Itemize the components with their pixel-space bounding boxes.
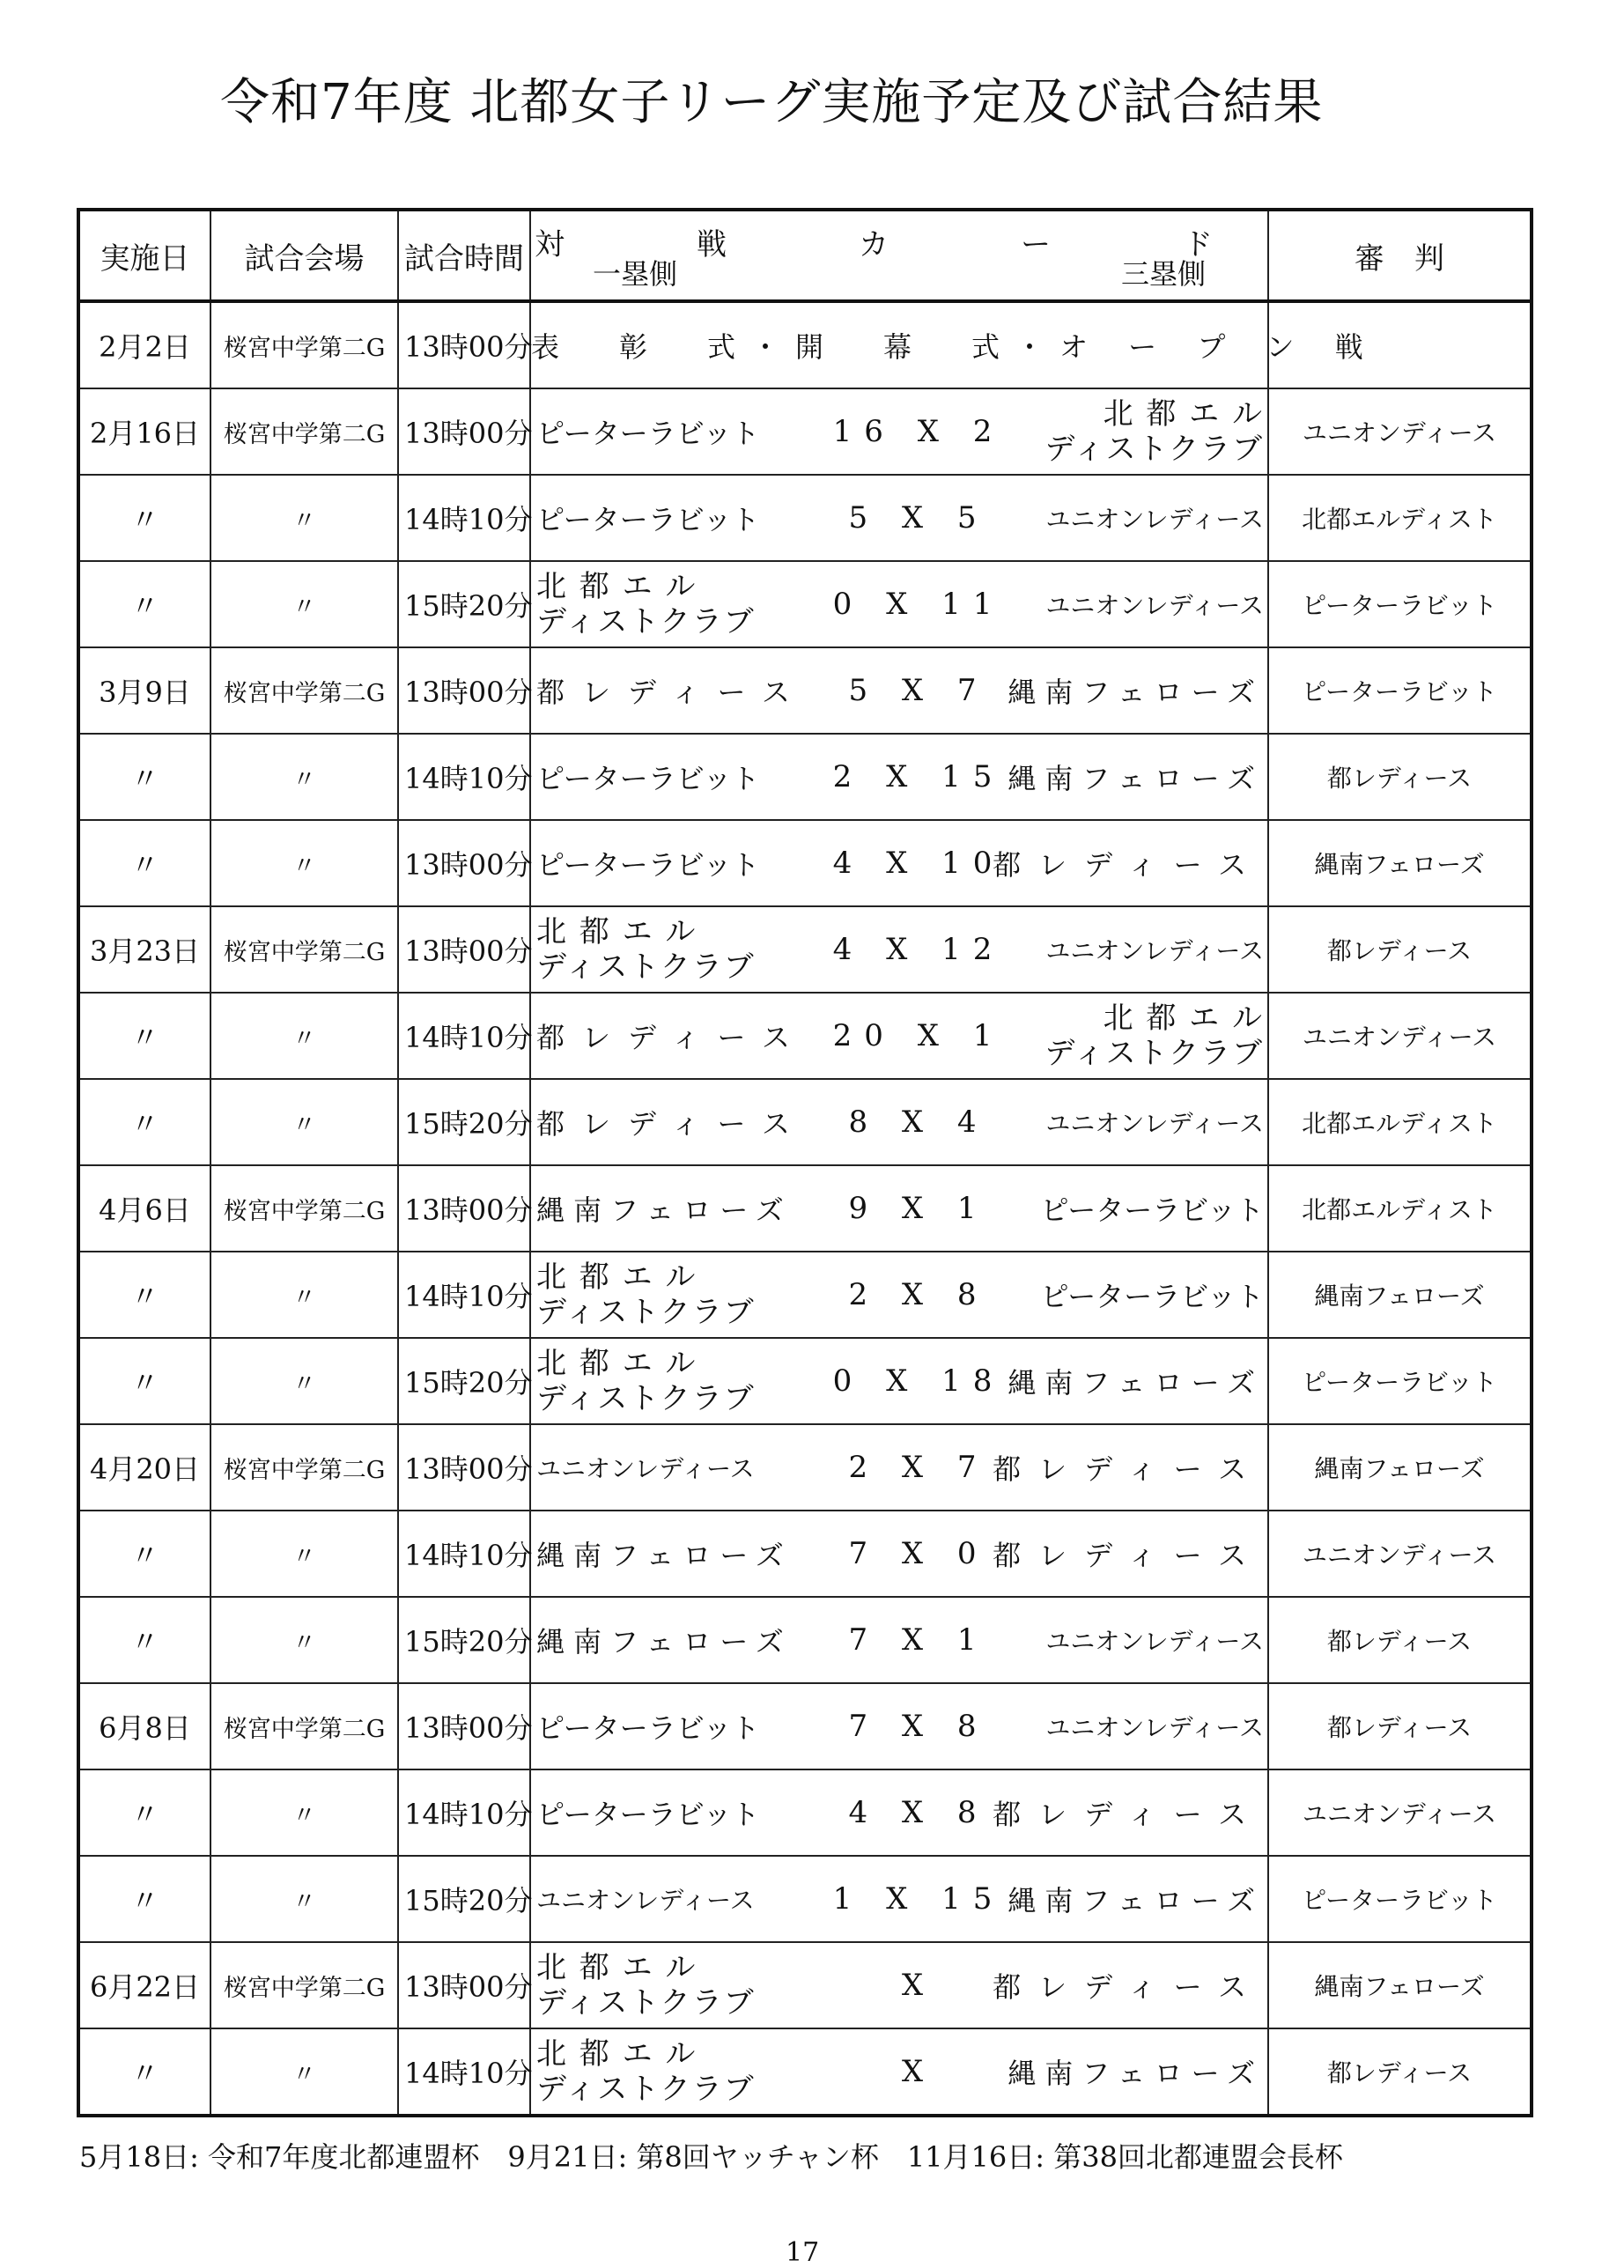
time-cell: 13時00分 (398, 1424, 530, 1511)
time-cell: 13時00分 (398, 1942, 530, 2028)
venue-cell: 〃 (210, 993, 398, 1079)
time-cell: 14時10分 (398, 993, 530, 1079)
team-name-line: 縄南フェローズ (1008, 1884, 1264, 1917)
team-name-line: ディストクラブ (536, 2072, 756, 2107)
home-team (536, 907, 801, 992)
venue-cell: 桜宮中学第二G (210, 301, 398, 388)
date-cell: 〃 (78, 1252, 210, 1338)
home-team (536, 821, 801, 905)
match-card-cell (530, 1079, 1268, 1165)
header-referee: 審 判 (1268, 210, 1532, 301)
score: 9 X 1 (848, 1191, 989, 1226)
date-cell: 〃 (78, 475, 210, 561)
match-card-cell (530, 734, 1268, 820)
team-name-line: ディストクラブ (536, 1985, 756, 2021)
match-card-cell (530, 1165, 1268, 1252)
table-row (78, 993, 1532, 1079)
time-cell: 14時10分 (398, 475, 530, 561)
table-row (78, 1079, 1532, 1165)
team-name-line: ユニオンレディース (1045, 1713, 1264, 1742)
match-card-cell (530, 647, 1268, 734)
away-team (1000, 1598, 1264, 1682)
header-away-side: 三塁側 (1120, 257, 1206, 291)
referee-cell: ピーターラビット (1268, 647, 1532, 734)
team-name-line: 縄南フェローズ (536, 1539, 793, 1572)
team-name-line: ディストクラブ (536, 949, 756, 985)
match-card-cell (530, 561, 1268, 647)
venue-cell: 桜宮中学第二G (210, 906, 398, 993)
score: 2 X 15 (832, 759, 1005, 794)
team-name-line: ピーターラビット (536, 1711, 760, 1745)
date-cell: 〃 (78, 1338, 210, 1424)
team-name-line: 都レディース (993, 1452, 1264, 1486)
match-card-cell (530, 388, 1268, 475)
time-cell: 14時10分 (398, 734, 530, 820)
referee-cell: 都レディース (1268, 906, 1532, 993)
venue-cell: 〃 (210, 2028, 398, 2116)
referee-cell: ユニオンディース (1268, 388, 1532, 475)
table-row (78, 906, 1532, 993)
table-row (78, 475, 1532, 561)
referee-cell: ユニオンディース (1268, 993, 1532, 1079)
venue-cell: 〃 (210, 1338, 398, 1424)
venue-cell: 〃 (210, 561, 398, 647)
score: 0 X 18 (832, 1363, 1005, 1399)
time-cell: 14時10分 (398, 1769, 530, 1856)
match-card-cell (530, 906, 1268, 993)
venue-cell: 〃 (210, 820, 398, 906)
time-cell: 13時00分 (398, 647, 530, 734)
score: 0 X 11 (832, 587, 1005, 622)
team-name-line: 北 都 エ ル (536, 1346, 698, 1381)
team-name-line: 都レディース (993, 848, 1264, 882)
home-team (536, 648, 808, 733)
away-team (1000, 1857, 1264, 1941)
away-team (1000, 562, 1264, 646)
team-name-line: ピーターラビット (1040, 1193, 1264, 1227)
time-cell: 13時00分 (398, 906, 530, 993)
away-team (1000, 476, 1264, 560)
team-name-line: ユニオンレディース (1045, 1109, 1264, 1138)
score: 16 X 2 (832, 414, 1005, 449)
match-card-cell (530, 1511, 1268, 1597)
date-cell: 3月23日 (78, 906, 210, 993)
away-team (1000, 648, 1264, 733)
away-team (993, 1425, 1264, 1510)
score: 8 X 4 (848, 1104, 989, 1140)
referee-cell: 縄南フェローズ (1268, 820, 1532, 906)
score: X (901, 1968, 936, 2003)
team-name-line: ピーターラビット (1040, 1280, 1264, 1313)
venue-cell: 〃 (210, 734, 398, 820)
away-team (1000, 1252, 1264, 1337)
team-name-line: ユニオンレディース (1045, 591, 1264, 620)
home-team (536, 735, 801, 819)
team-name-line: 北 都 エ ル (536, 569, 698, 604)
time-cell: 15時20分 (398, 561, 530, 647)
team-name-line: 都レディース (993, 1798, 1264, 1831)
home-team (536, 1511, 801, 1596)
team-name-line: 北 都 エ ル (536, 914, 698, 949)
date-cell: 4月20日 (78, 1424, 210, 1511)
score: 5 X 5 (848, 500, 989, 536)
home-team (536, 1598, 801, 1682)
home-team (536, 1857, 801, 1941)
away-team (993, 1770, 1264, 1855)
team-name-line: 北 都 エ ル (1103, 1001, 1264, 1036)
table-row (78, 647, 1532, 734)
home-team (536, 1252, 801, 1337)
date-cell: 4月6日 (78, 1165, 210, 1252)
table-body (78, 301, 1532, 2116)
table-row (78, 734, 1532, 820)
referee-cell: 縄南フェローズ (1268, 1424, 1532, 1511)
table-row (78, 388, 1532, 475)
team-name-line: 北 都 エ ル (536, 1260, 698, 1295)
referee-cell: ピーターラビット (1268, 1856, 1532, 1942)
venue-cell: 桜宮中学第二G (210, 1942, 398, 2028)
date-cell: 〃 (78, 820, 210, 906)
venue-cell: 〃 (210, 1597, 398, 1683)
referee-cell: 縄南フェローズ (1268, 1942, 1532, 2028)
header-date: 実施日 (78, 210, 210, 301)
score: 5 X 7 (848, 673, 989, 708)
table-row (78, 1338, 1532, 1424)
page-title: 令和7年度 北都女子リーグ実施予定及び試合結果 (220, 74, 1324, 131)
team-name-line: 都レディース (993, 1539, 1264, 1572)
table-row (78, 1252, 1532, 1338)
venue-cell: 〃 (210, 1079, 398, 1165)
time-cell: 14時10分 (398, 2028, 530, 2116)
referee-cell: 北都エルディスト (1268, 1165, 1532, 1252)
team-name-line: 縄南フェローズ (536, 1193, 793, 1227)
team-name-line: 都レディース (536, 1021, 808, 1054)
referee-cell: 北都エルディスト (1268, 1079, 1532, 1165)
team-name-line: 縄南フェローズ (536, 1625, 793, 1659)
date-cell: 〃 (78, 561, 210, 647)
home-team (536, 1080, 808, 1164)
team-name-line: ユニオンレディース (1045, 1627, 1264, 1656)
time-cell: 15時20分 (398, 1597, 530, 1683)
score: 7 X 1 (848, 1622, 989, 1658)
date-cell: 6月22日 (78, 1942, 210, 2028)
time-cell: 13時00分 (398, 388, 530, 475)
time-cell: 15時20分 (398, 1856, 530, 1942)
away-team (1000, 1339, 1264, 1423)
referee-cell: 都レディース (1268, 2028, 1532, 2116)
referee-cell: 北都エルディスト (1268, 475, 1532, 561)
header-time: 試合時間 (398, 210, 530, 301)
away-team (1000, 735, 1264, 819)
date-cell: 〃 (78, 1511, 210, 1597)
score: 4 X 8 (848, 1795, 989, 1830)
score: X (901, 2054, 936, 2089)
team-name-line: ピーターラビット (536, 762, 760, 795)
match-card-cell (530, 1942, 1268, 2028)
home-team (536, 1684, 801, 1769)
table-row (78, 2028, 1532, 2116)
team-name-line: 都レディース (993, 1970, 1264, 2004)
team-name-line: ピーターラビット (536, 417, 760, 450)
table-header-row (78, 210, 1532, 301)
footer-note: 5月18日: 令和7年度北都連盟杯 9月21日: 第8回ヤッチャン杯 11月16日: 第38回北都連盟会長杯 (79, 2140, 1343, 2174)
referee-cell: 都レディース (1268, 734, 1532, 820)
table-row (78, 1511, 1532, 1597)
table-row (78, 1769, 1532, 1856)
team-name-line: ディストクラブ (536, 1295, 756, 1330)
time-cell: 13時00分 (398, 820, 530, 906)
team-name-line: 北 都 エ ル (536, 1950, 698, 1985)
time-cell: 15時20分 (398, 1338, 530, 1424)
venue-cell: 〃 (210, 1252, 398, 1338)
team-name-line: 縄南フェローズ (1008, 1366, 1264, 1400)
team-name-line: ピーターラビット (536, 848, 760, 882)
team-name-line: 縄南フェローズ (1008, 676, 1264, 709)
venue-cell: 〃 (210, 1856, 398, 1942)
table-row (78, 561, 1532, 647)
header-card-title: 対 戦 カ ー ド (535, 227, 1264, 262)
ceremony-cell: 表 彰 式・開 幕 式・オ ー プ ン 戦 (530, 301, 1268, 388)
date-cell: 3月9日 (78, 647, 210, 734)
away-team (993, 1511, 1264, 1596)
table-row (78, 301, 1532, 388)
away-team (993, 1943, 1264, 2028)
time-cell: 13時00分 (398, 301, 530, 388)
score: 7 X 8 (848, 1709, 989, 1744)
away-team (1000, 389, 1264, 474)
referee-cell: ユニオンディース (1268, 1511, 1532, 1597)
match-card-cell (530, 993, 1268, 1079)
home-team (536, 1770, 801, 1855)
team-name-line: 縄南フェローズ (1008, 762, 1264, 795)
venue-cell: 〃 (210, 1511, 398, 1597)
date-cell: 〃 (78, 734, 210, 820)
referee-cell: 都レディース (1268, 1683, 1532, 1769)
table-row (78, 1597, 1532, 1683)
time-cell: 14時10分 (398, 1252, 530, 1338)
score: 7 X 0 (848, 1536, 989, 1571)
venue-cell: 桜宮中学第二G (210, 1165, 398, 1252)
score: 1 X 15 (832, 1881, 1005, 1917)
time-cell: 13時00分 (398, 1165, 530, 1252)
table-row (78, 1165, 1532, 1252)
away-team (1000, 994, 1264, 1078)
away-team (1000, 907, 1264, 992)
referee-cell: 縄南フェローズ (1268, 1252, 1532, 1338)
score: 20 X 1 (832, 1018, 1005, 1053)
home-team (536, 1943, 801, 2028)
match-card-cell (530, 1856, 1268, 1942)
date-cell: 2月2日 (78, 301, 210, 388)
team-name-line: 縄南フェローズ (1008, 2057, 1264, 2090)
match-card-cell (530, 820, 1268, 906)
team-name-line: 北 都 エ ル (536, 2036, 698, 2072)
home-team (536, 1166, 801, 1251)
team-name-line: ピーターラビット (536, 503, 760, 536)
date-cell: 〃 (78, 1769, 210, 1856)
page-number: 17 (786, 2237, 820, 2268)
team-name-line: ディストクラブ (536, 604, 756, 639)
team-name-line: ディストクラブ (536, 1381, 756, 1416)
away-team (1000, 1080, 1264, 1164)
header-venue: 試合会場 (210, 210, 398, 301)
team-name-line: ユニオンレディース (536, 1454, 755, 1483)
time-cell: 15時20分 (398, 1079, 530, 1165)
referee-cell: ユニオンディース (1268, 1769, 1532, 1856)
team-name-line: ピーターラビット (536, 1798, 760, 1831)
venue-cell: 桜宮中学第二G (210, 647, 398, 734)
score: 4 X 12 (832, 932, 1005, 967)
away-team (1000, 1684, 1264, 1769)
match-card-cell (530, 1597, 1268, 1683)
referee-cell: ピーターラビット (1268, 1338, 1532, 1424)
referee-cell: ピーターラビット (1268, 561, 1532, 647)
venue-cell: 桜宮中学第二G (210, 388, 398, 475)
away-team (1000, 2029, 1264, 2114)
venue-cell: 桜宮中学第二G (210, 1683, 398, 1769)
date-cell: 〃 (78, 1856, 210, 1942)
score: 2 X 8 (848, 1277, 989, 1312)
date-cell: 〃 (78, 2028, 210, 2116)
time-cell: 14時10分 (398, 1511, 530, 1597)
venue-cell: 〃 (210, 475, 398, 561)
venue-cell: 桜宮中学第二G (210, 1424, 398, 1511)
date-cell: 〃 (78, 1079, 210, 1165)
match-card-cell (530, 1683, 1268, 1769)
table-row (78, 1683, 1532, 1769)
table-row (78, 1424, 1532, 1511)
table-row (78, 1942, 1532, 2028)
referee-cell: 都レディース (1268, 1597, 1532, 1683)
match-card-cell (530, 475, 1268, 561)
schedule-table (77, 208, 1533, 2117)
home-team (536, 476, 801, 560)
match-card-cell (530, 2028, 1268, 2116)
home-team (536, 2029, 801, 2114)
venue-cell: 〃 (210, 1769, 398, 1856)
date-cell: 〃 (78, 993, 210, 1079)
header-card (530, 210, 1268, 301)
team-name-line: 北 都 エ ル (1103, 396, 1264, 432)
match-card-cell (530, 1769, 1268, 1856)
match-card-cell (530, 1252, 1268, 1338)
time-cell: 13時00分 (398, 1683, 530, 1769)
date-cell: 6月8日 (78, 1683, 210, 1769)
score: 2 X 7 (848, 1450, 989, 1485)
team-name-line: ディストクラブ (1045, 1036, 1264, 1071)
match-card-cell (530, 1424, 1268, 1511)
date-cell: 2月16日 (78, 388, 210, 475)
team-name-line: ユニオンレディース (1045, 505, 1264, 534)
table-row (78, 1856, 1532, 1942)
home-team (536, 389, 801, 474)
team-name-line: 都レディース (536, 676, 808, 709)
score: 4 X 10 (832, 846, 1005, 881)
home-team (536, 562, 801, 646)
home-team (536, 1425, 801, 1510)
date-cell: 〃 (78, 1597, 210, 1683)
team-name-line: ユニオンレディース (536, 1886, 755, 1915)
team-name-line: ユニオンレディース (1045, 936, 1264, 965)
match-card-cell (530, 1338, 1268, 1424)
away-team (1000, 1166, 1264, 1251)
team-name-line: ディストクラブ (1045, 432, 1264, 467)
home-team (536, 1339, 801, 1423)
team-name-line: 都レディース (536, 1107, 808, 1141)
header-home-side: 一塁側 (593, 257, 678, 291)
away-team (993, 821, 1264, 905)
home-team (536, 994, 808, 1078)
table-row (78, 820, 1532, 906)
